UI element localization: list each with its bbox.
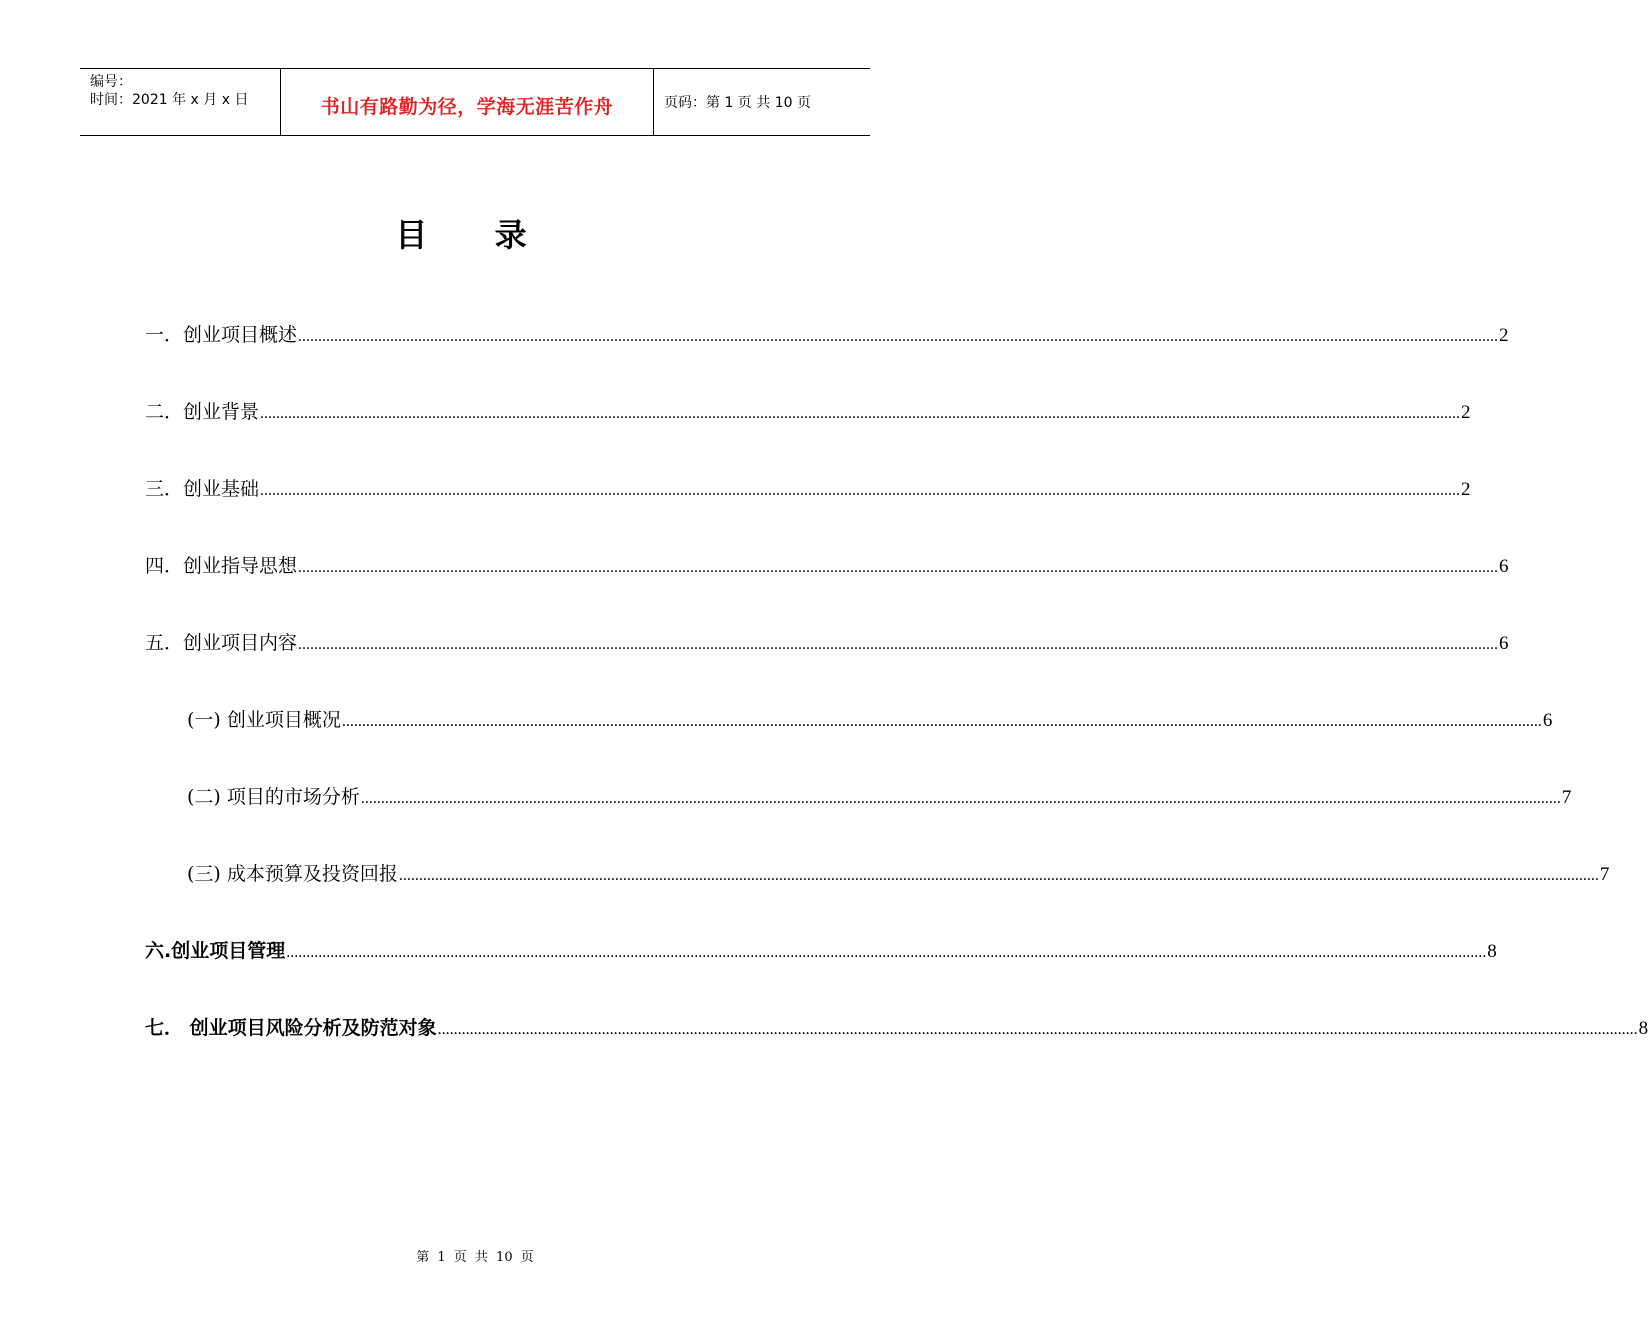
page-header bbox=[80, 68, 870, 136]
toc-leader: ............................................................................................................................................................................................................................................................................................................ bbox=[298, 559, 1499, 576]
toc-entry-page: 8 bbox=[1638, 1018, 1648, 1039]
toc-entry-title: 七． 创业项目风险分析及防范对象 bbox=[145, 1017, 437, 1039]
document-number-label: 编号： bbox=[90, 74, 132, 90]
toc-leader: ............................................................................................................................................................................................................................................................................................................ bbox=[341, 713, 1542, 730]
toc-entry-title: 四．创业指导思想 bbox=[145, 555, 298, 577]
toc-entry[interactable] bbox=[145, 320, 1509, 350]
toc-entry-title: 二．创业背景 bbox=[145, 401, 260, 423]
toc-subentry[interactable] bbox=[187, 705, 1553, 735]
toc-entry-title: (三) 成本预算及投资回报 bbox=[187, 863, 398, 885]
document-date: 时间：2021 年 x 月 x 日 bbox=[90, 92, 249, 108]
toc-entry-page: 2 bbox=[1461, 479, 1471, 500]
toc-subentry[interactable] bbox=[187, 782, 1572, 812]
header-meta bbox=[80, 69, 281, 135]
toc-leader: ............................................................................................................................................................................................................................................................................................................ bbox=[286, 944, 1487, 961]
header-motto-cell bbox=[281, 69, 654, 135]
toc-leader: ............................................................................................................................................................................................................................................................................................................ bbox=[260, 482, 1461, 499]
toc-entry-page: 2 bbox=[1499, 325, 1509, 346]
toc-subentry[interactable] bbox=[187, 859, 1610, 889]
toc-entry[interactable] bbox=[145, 397, 1471, 427]
toc-entry-title: 三．创业基础 bbox=[145, 478, 260, 500]
toc-entry-page: 6 bbox=[1499, 556, 1509, 577]
toc-entry-title: 一．创业项目概述 bbox=[145, 324, 298, 346]
toc-leader: ............................................................................................................................................................................................................................................................................................................ bbox=[360, 790, 1561, 807]
toc-leader: ............................................................................................................................................................................................................................................................................................................ bbox=[298, 328, 1499, 345]
toc-entry[interactable] bbox=[145, 474, 1471, 504]
toc-entry-page: 7 bbox=[1561, 787, 1572, 808]
toc-entry-title: 六.创业项目管理 bbox=[145, 940, 286, 962]
toc-entry[interactable] bbox=[145, 628, 1509, 658]
toc-leader: ............................................................................................................................................................................................................................................................................................................ bbox=[298, 636, 1499, 653]
toc-leader: ............................................................................................................................................................................................................................................................................................................ bbox=[437, 1021, 1638, 1038]
toc-leader: ............................................................................................................................................................................................................................................................................................................ bbox=[260, 405, 1461, 422]
toc-entry-title: (一) 创业项目概况 bbox=[187, 709, 341, 731]
toc-entry-page: 7 bbox=[1599, 864, 1610, 885]
toc-leader: ............................................................................................................................................................................................................................................................................................................ bbox=[398, 867, 1599, 884]
toc-entry-page: 6 bbox=[1499, 633, 1509, 654]
toc-entry[interactable] bbox=[145, 551, 1509, 581]
toc-entry-title: 五．创业项目内容 bbox=[145, 632, 298, 654]
header-page-info-cell bbox=[654, 69, 870, 135]
toc-entry[interactable] bbox=[145, 936, 1497, 966]
toc-entry-title: (二) 项目的市场分析 bbox=[187, 786, 360, 808]
toc-entry-page: 6 bbox=[1542, 710, 1553, 731]
page-title: 目 录 bbox=[395, 216, 555, 254]
toc-entry-page: 2 bbox=[1461, 402, 1471, 423]
header-motto: 书山有路勤为径，学海无涯苦作舟 bbox=[320, 95, 614, 118]
header-page-info: 页码：第 1 页 共 10 页 bbox=[664, 95, 811, 111]
toc-entry-page: 8 bbox=[1487, 941, 1497, 962]
page-footer: 第 1 页 共 10 页 bbox=[416, 1250, 534, 1265]
toc-entry[interactable] bbox=[145, 1013, 1648, 1043]
